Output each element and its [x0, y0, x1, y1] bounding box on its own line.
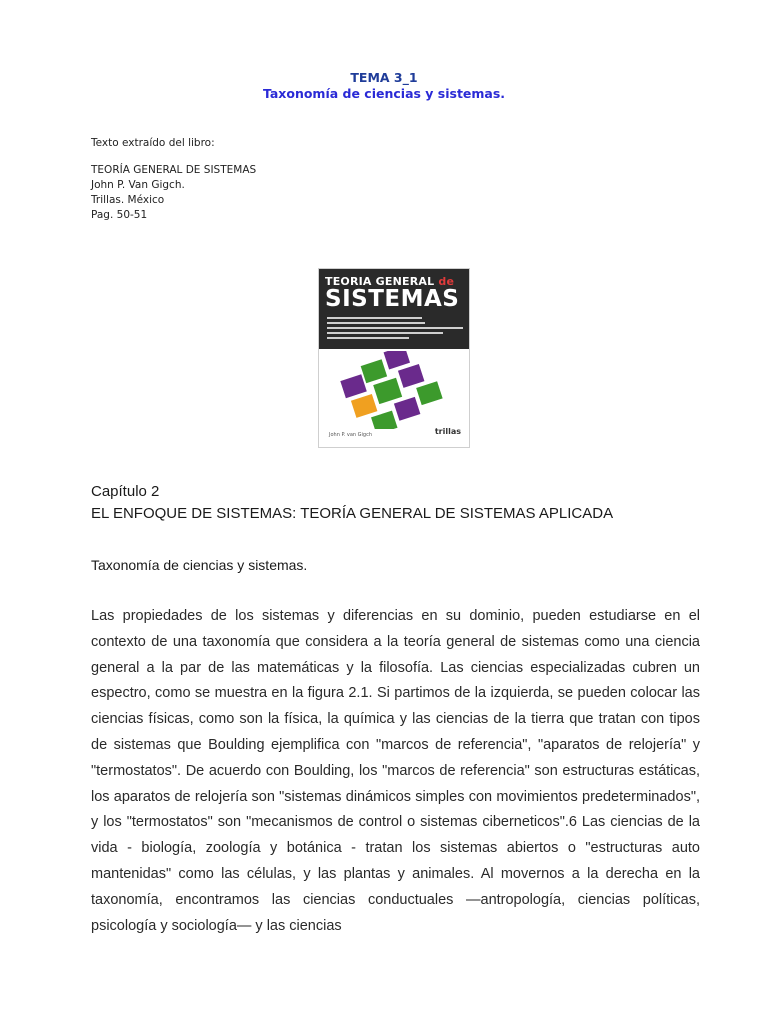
source-reference [91, 136, 256, 223]
cube [371, 411, 397, 429]
cover-bullet [327, 337, 409, 339]
cover-cubes-illustration [337, 351, 451, 429]
cube [373, 378, 402, 404]
cube [398, 364, 424, 388]
page-title: TEMA 3_1 [350, 70, 418, 85]
page-subtitle: Taxonomía de ciencias y sistemas. [262, 86, 506, 101]
body-paragraph: Las propiedades de los sistemas y diferencias en su dominio, pueden estudiarse en el contexto de una taxonomía que considera a la teoría general de sistemas como una ciencia general a la par de las matemáticas y la filosofía. Las ciencias especializadas cubren un espectro, como se muestra en la figura 2.1. Si partimos de la izquierda, se pueden colocar las ciencias físicas, como son la física, la química y las ciencias de la tierra que tratan con tipos de sistemas que Boulding ejemplifica con "marcos de referencia", "aparatos de relojería" y "termostatos". De acuerdo con Boulding, los "marcos de referencia" son estructuras estáticas, los aparatos de relojería son "sistemas dinámicos simples con movimientos predeterminados", y los "termostatos" son "mecanismos de control o sistemas ciberneticos".6 Las ciencias de la vida - biología, zoología y botánica - tratan los sistemas abiertos o "estructuras auto mantenidas" como las células, y las plantas y animales. Al movernos a la derecha en la taxonomía, encontramos las ciencias conductuales —antropología, ciencias políticas, psicología y sociología— y las ciencias [91, 608, 700, 934]
cover-bullet [327, 317, 422, 319]
cover-title-small: TEORIA GENERAL de [325, 275, 455, 288]
cover-bullet [327, 327, 463, 329]
document-header [0, 70, 768, 102]
source-book-title: TEORÍA GENERAL DE SISTEMAS [91, 164, 257, 176]
chapter-heading [91, 481, 613, 525]
source-pages: Pag. 50-51 [91, 209, 148, 221]
cover-publisher-logo: trillas [434, 427, 461, 436]
cover-title-accent: de [438, 275, 455, 288]
cover-title-big: SISTEMAS [325, 286, 460, 312]
cube [416, 381, 442, 405]
cube [394, 397, 420, 421]
cube [351, 394, 377, 418]
cube [340, 374, 366, 398]
cover-bullet [327, 332, 443, 334]
cube [384, 351, 410, 369]
cube [361, 359, 387, 383]
chapter-label: Capítulo 2 [91, 483, 160, 500]
source-intro: Texto extraído del libro: [91, 137, 215, 149]
source-author: John P. Van Gigch. [91, 179, 185, 191]
source-publisher: Trillas. México [91, 194, 165, 206]
book-cover-image [318, 268, 470, 448]
chapter-title: EL ENFOQUE DE SISTEMAS: TEORÍA GENERAL DE SISTEMAS APLICADA [91, 505, 614, 522]
cover-author: John P. van Gigch [329, 432, 373, 438]
section-title: Taxonomía de ciencias y sistemas. [91, 557, 308, 573]
cover-bullet-list [327, 317, 463, 342]
cover-bullet [327, 322, 425, 324]
